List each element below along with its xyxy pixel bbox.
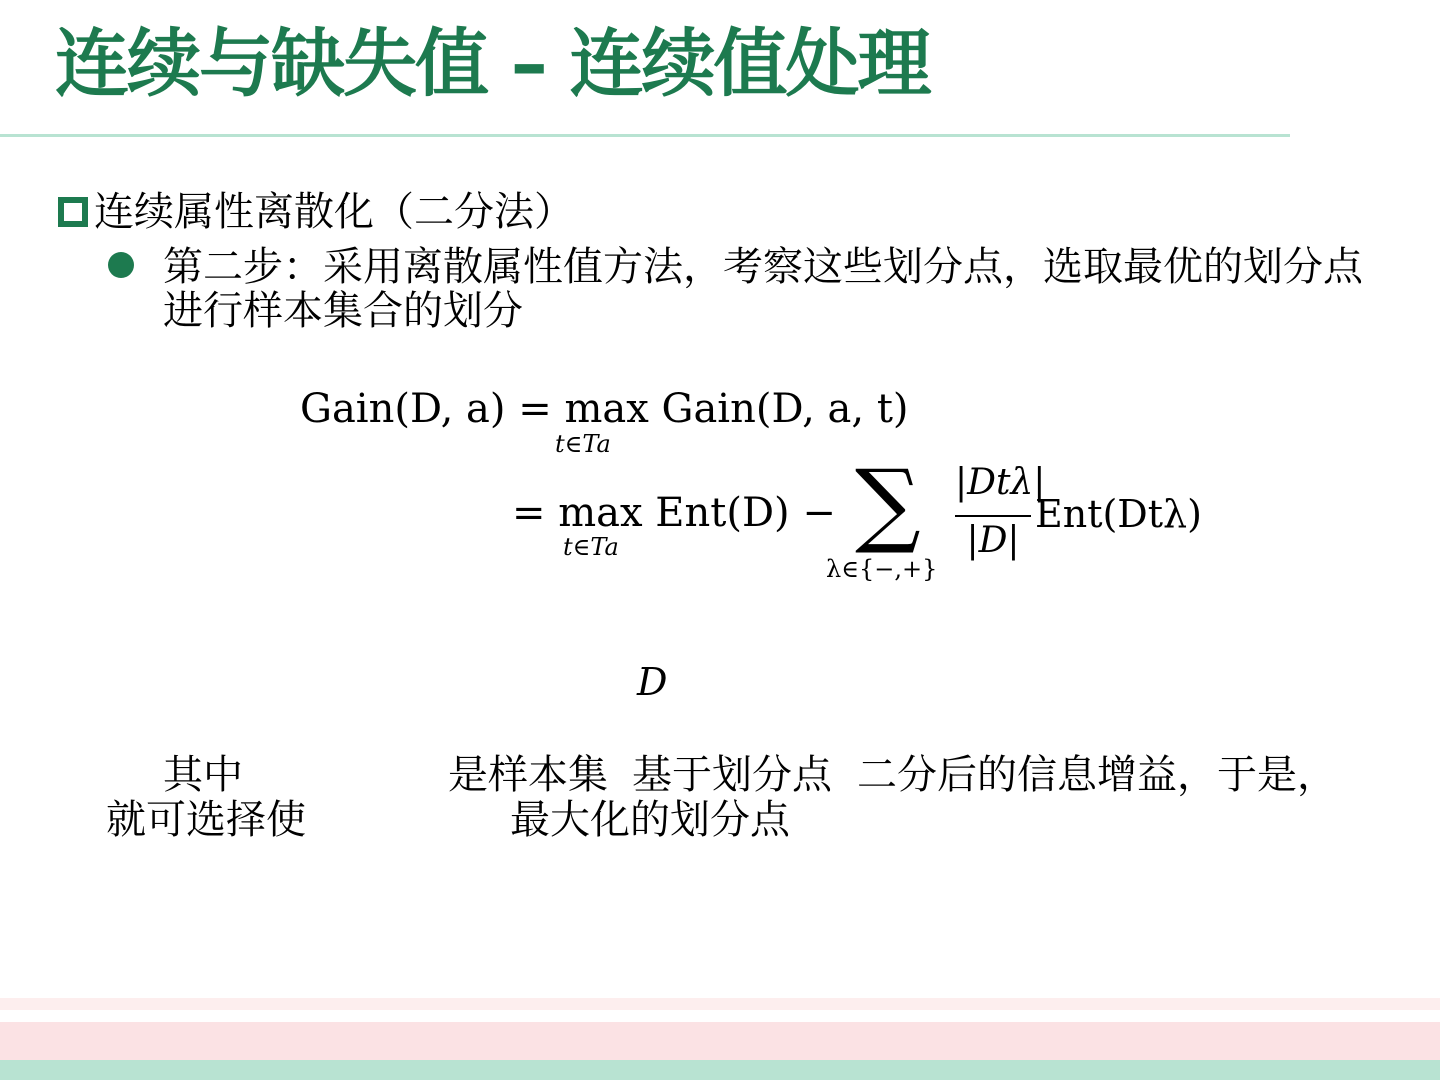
para-part5: 就可选择使 xyxy=(106,797,306,843)
slide-title: 连续与缺失值 – 连续值处理 xyxy=(55,21,930,107)
formula-row1-max-sub: t∈Ta xyxy=(555,430,611,458)
square-bullet-icon xyxy=(58,197,88,227)
formula-row1-left: Gain(D, a) = xyxy=(300,386,565,432)
title-underline xyxy=(0,134,1290,137)
formula-row2-max: max xyxy=(558,490,643,536)
formula-row2-ent: Ent(D) − xyxy=(655,490,836,536)
para-part2: 是样本集 xyxy=(448,752,608,798)
para-part6: 最大化的划分点 xyxy=(510,797,790,843)
footer-band-green xyxy=(0,1060,1440,1080)
formula-row1-max: max xyxy=(564,386,649,432)
summation-subscript: λ∈{−,+} xyxy=(826,555,938,583)
variable-d: D xyxy=(637,660,668,704)
para-part1: 其中 xyxy=(163,752,243,798)
bullet-level1 xyxy=(58,188,574,236)
formula-row2-eq: = xyxy=(512,490,559,536)
formula-row2-max-sub: t∈Ta xyxy=(563,533,619,561)
summation-sign: ∑ xyxy=(855,450,921,557)
para-part4: 二分后的信息增益，于是， xyxy=(857,752,1337,798)
fraction-denominator: |D| xyxy=(966,520,1020,561)
dot-bullet-icon xyxy=(108,252,134,278)
formula-row2-tail: Ent(Dtλ) xyxy=(1035,492,1202,536)
fraction-bar xyxy=(955,515,1031,517)
para-part3: 基于划分点 xyxy=(632,752,832,798)
formula-row2 xyxy=(512,490,836,536)
fraction-numerator: |Dtλ| xyxy=(955,462,1046,503)
formula-row1 xyxy=(300,386,909,432)
bullet-level2-text: 第二步：采用离散属性值方法，考察这些划分点，选取最优的划分点进行样本集合的划分 xyxy=(163,244,1363,334)
formula-row1-right: Gain(D, a, t) xyxy=(661,386,909,432)
footer-band-pink xyxy=(0,1022,1440,1060)
footer-band-light xyxy=(0,998,1440,1010)
bullet-level1-text: 连续属性离散化（二分法） xyxy=(94,189,574,235)
